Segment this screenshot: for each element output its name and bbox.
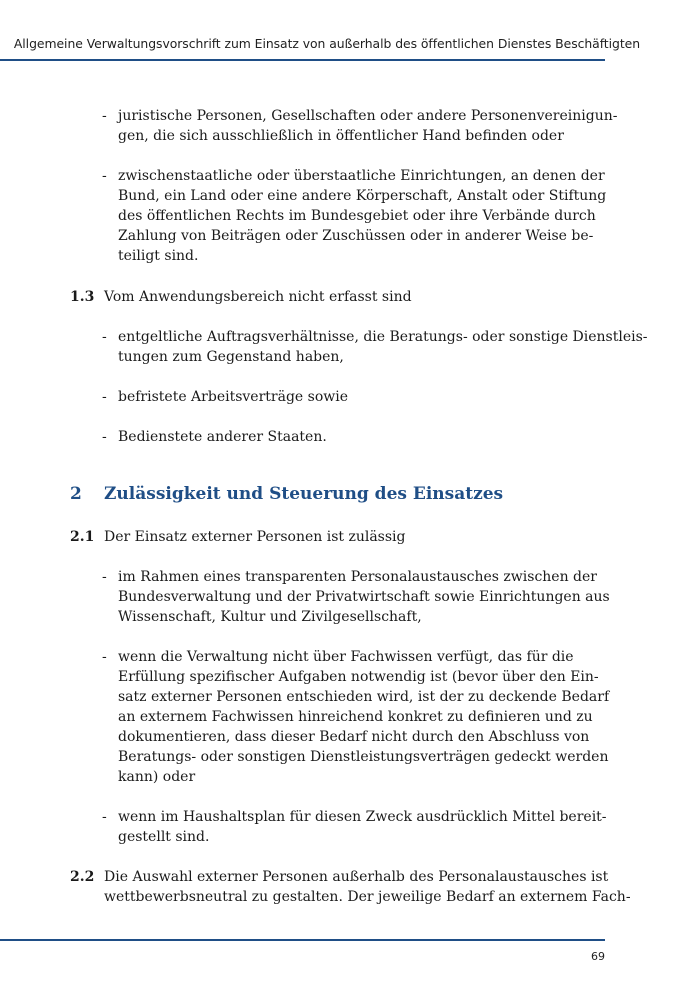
text-line: Die Auswahl externer Personen außerhalb des Personalaustausches ist [104, 869, 609, 885]
list-item [118, 427, 610, 447]
list-bullet: - [102, 108, 107, 124]
text-line: gen, die sich ausschließlich in öffentlicher Hand befinden oder [118, 128, 564, 144]
page-number: 69 [591, 950, 605, 963]
text-line: tungen zum Gegenstand haben, [118, 349, 344, 365]
text-line: an externem Fachwissen hinreichend konkret zu definieren und zu [118, 709, 593, 725]
section-paragraph [104, 867, 631, 907]
text-line: Vom Anwendungsbereich nicht erfasst sind [104, 289, 412, 305]
header-rule [0, 59, 605, 61]
text-line: Wissenschaft, Kultur und Zivilgesellschaft, [118, 609, 422, 625]
text-line: satz externer Personen entschieden wird, ist der zu deckende Bedarf [118, 689, 610, 705]
text-line: dokumentieren, dass dieser Bedarf nicht durch den Abschluss von [118, 729, 590, 745]
section-number: 2.1 [70, 529, 95, 545]
chapter-heading: Zulässigkeit und Steuerung des Einsatzes [104, 484, 504, 504]
text-line: im Rahmen eines transparenten Personalaustausches zwischen der [118, 569, 597, 585]
text-line: entgeltliche Auftragsverhältnisse, die Beratungs- oder sonstige Dienstleis- [118, 329, 648, 345]
running-header: Allgemeine Verwaltungsvorschrift zum Einsatz von außerhalb des öffentlichen Dienstes Beschäftigten [13, 36, 640, 51]
footer-rule [0, 939, 605, 941]
text-line: wettbewerbsneutral zu gestalten. Der jeweilige Bedarf an externem Fach- [104, 889, 631, 905]
text-line: des öffentlichen Rechts im Bundesgebiet oder ihre Verbände durch [118, 208, 596, 224]
text-line: wenn im Haushaltsplan für diesen Zweck ausdrücklich Mittel bereit- [118, 809, 607, 825]
text-line: teiligt sind. [118, 248, 199, 264]
list-bullet: - [102, 429, 107, 445]
section-paragraph [104, 527, 594, 547]
list-item [118, 567, 610, 627]
section-paragraph [104, 287, 594, 307]
list-item [118, 106, 618, 146]
list-item [118, 807, 610, 847]
list-bullet: - [102, 389, 107, 405]
list-bullet: - [102, 329, 107, 345]
section-number: 1.3 [70, 289, 95, 305]
list-item [118, 166, 610, 266]
text-line: Der Einsatz externer Personen ist zulässig [104, 529, 406, 545]
text-line: befristete Arbeitsverträge sowie [118, 389, 349, 405]
text-line: zwischenstaatliche oder überstaatliche Einrichtungen, an denen der [118, 168, 605, 184]
list-bullet: - [102, 809, 107, 825]
section-number: 2.2 [70, 869, 95, 885]
list-bullet: - [102, 649, 107, 665]
chapter-number: 2 [70, 484, 82, 504]
text-line: Bundesverwaltung und der Privatwirtschaft sowie Einrichtungen aus [118, 589, 610, 605]
text-line: juristische Personen, Gesellschaften oder andere Personenvereinigun- [118, 108, 618, 124]
list-bullet: - [102, 168, 107, 184]
list-item [118, 387, 610, 407]
text-line: Zahlung von Beiträgen oder Zuschüssen oder in anderer Weise be- [118, 228, 594, 244]
text-line: Bedienstete anderer Staaten. [118, 429, 327, 445]
text-line: gestellt sind. [118, 829, 210, 845]
list-item [118, 647, 610, 787]
list-bullet: - [102, 569, 107, 585]
text-line: Erfüllung spezifischer Aufgaben notwendig ist (bevor über den Ein- [118, 669, 599, 685]
list-item [118, 327, 648, 367]
text-line: Beratungs- oder sonstigen Dienstleistungsverträgen gedeckt werden [118, 749, 609, 765]
text-line: wenn die Verwaltung nicht über Fachwissen verfügt, das für die [118, 649, 574, 665]
text-line: kann) oder [118, 769, 196, 785]
text-line: Bund, ein Land oder eine andere Körperschaft, Anstalt oder Stiftung [118, 188, 607, 204]
